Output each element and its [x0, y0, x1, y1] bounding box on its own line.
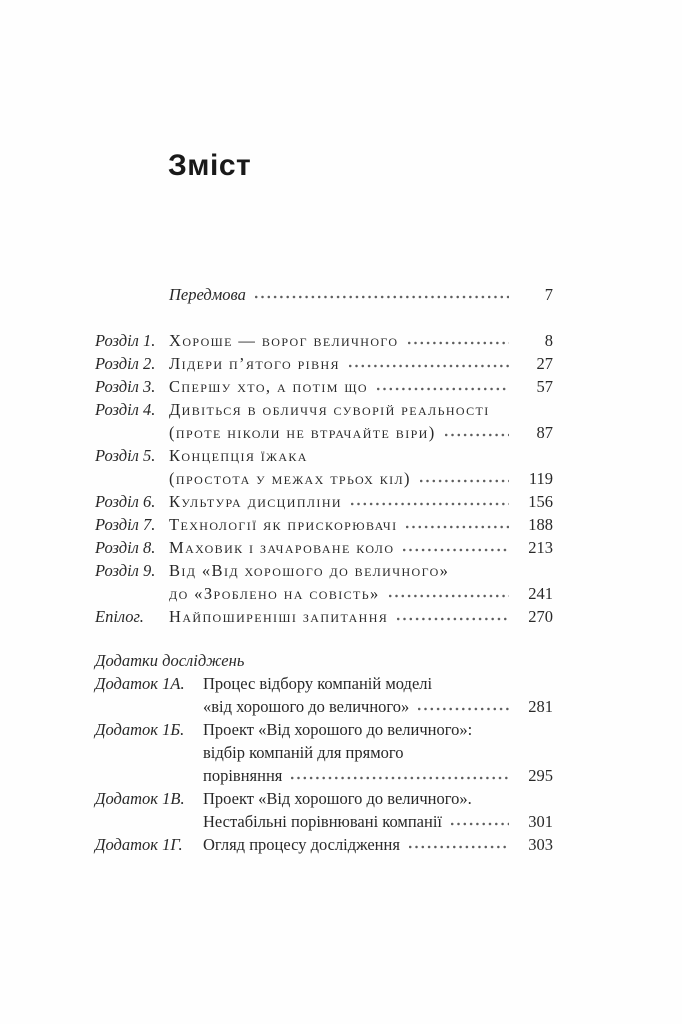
toc-row [95, 513, 553, 536]
entry-label: Додаток 1В. [95, 789, 185, 808]
entry-title: Від «Від хорошого до величного» [169, 561, 450, 580]
page-number: 303 [528, 835, 553, 854]
entry-label: Розділ 7. [95, 515, 156, 534]
dot-leader [351, 501, 509, 507]
entry-title: Технології як прискорювачі [169, 515, 398, 534]
entry-title: порівняння [203, 766, 283, 785]
page-title: Зміст [168, 149, 252, 182]
entry-title: Передмова [169, 285, 246, 304]
appendix-section-heading: Додатки досліджень [95, 651, 245, 670]
page-number: 8 [544, 331, 553, 350]
page-number: 156 [528, 492, 553, 511]
page-number: 188 [528, 515, 553, 534]
entry-title: Процес відбору компаній моделі [203, 674, 433, 693]
entry-title: Хороше — ворог величного [169, 331, 399, 350]
entry-label: Розділ 4. [95, 400, 156, 419]
dot-leader [445, 432, 509, 438]
dot-leader [291, 775, 509, 781]
entry-title: Дивіться в обличчя суворій реальності [169, 400, 490, 419]
toc-row [95, 329, 553, 352]
page-number: 301 [528, 812, 553, 831]
toc-row [95, 718, 553, 741]
entry-title: Лідери п’ятого рівня [169, 354, 340, 373]
toc-row [95, 833, 553, 856]
entry-label: Розділ 5. [95, 446, 156, 465]
entry-label: Додаток 1А. [95, 674, 185, 693]
dot-leader [403, 547, 509, 553]
toc-row [95, 559, 553, 582]
page-number: 295 [528, 766, 553, 785]
entry-title: (простота у межах трьох кіл) [169, 469, 411, 488]
toc-row [95, 582, 553, 605]
toc-section-appendices [95, 649, 553, 856]
dot-leader [377, 386, 509, 392]
toc-row [95, 444, 553, 467]
entry-title: (проте ніколи не втрачайте віри) [169, 423, 436, 442]
entry-title: Проект «Від хорошого до величного»: [203, 720, 473, 739]
dot-leader [397, 616, 509, 622]
entry-label: Розділ 9. [95, 561, 156, 580]
toc-row [95, 741, 553, 764]
page-number: 270 [528, 607, 553, 626]
toc-row [95, 352, 553, 375]
dot-leader [409, 844, 509, 850]
entry-title: Маховик і зачароване коло [169, 538, 395, 557]
page-number: 119 [528, 469, 553, 488]
page-number: 27 [536, 354, 553, 373]
dot-leader [349, 363, 509, 369]
dot-leader [418, 706, 509, 712]
entry-label: Розділ 2. [95, 354, 156, 373]
toc-row [95, 398, 553, 421]
entry-label: Розділ 3. [95, 377, 156, 396]
entry-label: Розділ 8. [95, 538, 156, 557]
entry-title: Проект «Від хорошого до величного». [203, 789, 472, 808]
toc-section-chapters [95, 329, 553, 628]
toc-row [95, 421, 553, 444]
toc-section-heading-row [95, 649, 553, 672]
entry-label: Розділ 1. [95, 331, 156, 350]
toc-row [95, 764, 553, 787]
entry-label: Додаток 1Г. [95, 835, 183, 854]
entry-label: Епілог. [95, 607, 144, 626]
entry-title: Нестабільні порівнювані компанії [203, 812, 442, 831]
dot-leader [406, 524, 509, 530]
entry-title: «від хорошого до величного» [203, 697, 410, 716]
dot-leader [420, 478, 509, 484]
entry-title: Спершу хто, а потім що [169, 377, 368, 396]
entry-title: Культура дисципліни [169, 492, 342, 511]
entry-title: Найпоширеніші запитання [169, 607, 389, 626]
dot-leader [255, 294, 509, 300]
toc-row [95, 375, 553, 398]
page-number: 57 [536, 377, 553, 396]
toc-row [95, 536, 553, 559]
toc-row [95, 695, 553, 718]
dot-leader [451, 821, 509, 827]
entry-title: Огляд процесу дослідження [203, 835, 400, 854]
page-number: 241 [528, 584, 553, 603]
toc-row [95, 787, 553, 810]
page-number: 7 [544, 285, 553, 304]
toc-section-preface [95, 283, 553, 306]
dot-leader [389, 593, 509, 599]
page-number: 87 [536, 423, 553, 442]
toc-row [95, 605, 553, 628]
toc-row [95, 283, 553, 306]
entry-title: відбір компаній для прямого [203, 743, 404, 762]
page-number: 281 [528, 697, 553, 716]
entry-title: Концепція їжака [169, 446, 308, 465]
toc-row [95, 672, 553, 695]
entry-label: Додаток 1Б. [95, 720, 185, 739]
table-of-contents [95, 283, 553, 856]
entry-title: до «Зроблено на совість» [169, 584, 380, 603]
toc-row [95, 490, 553, 513]
toc-row [95, 810, 553, 833]
page-number: 213 [528, 538, 553, 557]
toc-row [95, 467, 553, 490]
dot-leader [408, 340, 510, 346]
entry-label: Розділ 6. [95, 492, 156, 511]
